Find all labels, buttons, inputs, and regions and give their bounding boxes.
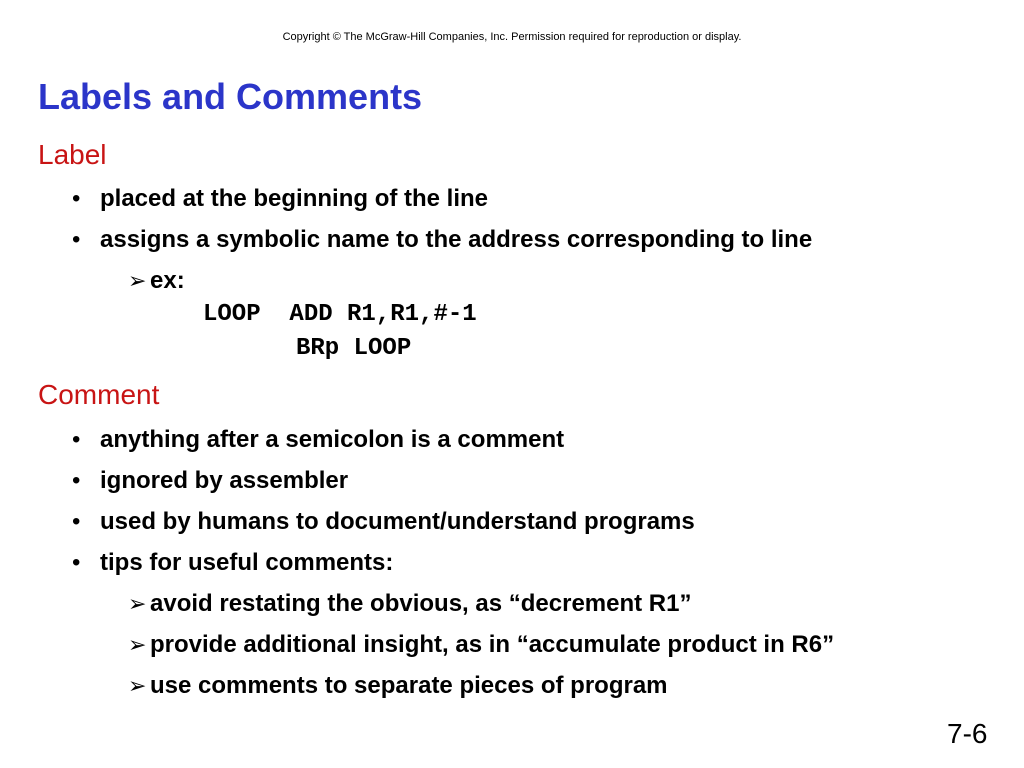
code-line-1: LOOP ADD R1,R1,#-1 (203, 301, 477, 328)
bullet-text: placed at the beginning of the line (100, 185, 489, 212)
bullet-icon: • (72, 508, 81, 535)
tip-text: provide additional insight, as in “accumulate product in R6” (150, 631, 835, 658)
copyright-notice: Copyright © The McGraw-Hill Companies, Inc. Permission required for reproduction or display. (282, 31, 742, 43)
bullet-text: anything after a semicolon is a comment (100, 426, 565, 453)
tip-item-2 (128, 631, 834, 659)
slide-title: Labels and Comments (38, 76, 423, 117)
page-number: 7-6 (947, 718, 988, 749)
example-label: ex: (150, 267, 185, 294)
label-bullet-2 (72, 226, 812, 254)
label-heading: Label (38, 139, 107, 170)
tip-item-1 (128, 590, 691, 618)
comment-bullet-1 (72, 426, 564, 454)
bullet-text: tips for useful comments: (100, 549, 394, 576)
bullet-icon: • (72, 549, 81, 576)
label-bullet-1 (72, 185, 488, 213)
bullet-icon: • (72, 226, 81, 253)
bullet-icon: • (72, 467, 81, 494)
tip-text: avoid restating the obvious, as “decrement R1” (150, 590, 692, 617)
arrow-bullet-icon: ➢ (128, 632, 147, 657)
example-item (128, 267, 185, 295)
bullet-icon: • (72, 426, 81, 453)
bullet-text: used by humans to document/understand programs (100, 508, 695, 535)
arrow-bullet-icon: ➢ (128, 591, 147, 616)
tip-text: use comments to separate pieces of program (150, 672, 668, 699)
code-line-2: BRp LOOP (296, 335, 412, 362)
comment-bullet-3 (72, 508, 695, 536)
comment-heading: Comment (38, 379, 160, 410)
tip-item-3 (128, 672, 668, 700)
bullet-text: assigns a symbolic name to the address corresponding to line (100, 226, 813, 253)
arrow-bullet-icon: ➢ (128, 268, 147, 293)
bullet-text: ignored by assembler (100, 467, 349, 494)
comment-bullet-4 (72, 549, 393, 577)
arrow-bullet-icon: ➢ (128, 673, 147, 698)
bullet-icon: • (72, 185, 81, 212)
comment-bullet-2 (72, 467, 348, 495)
